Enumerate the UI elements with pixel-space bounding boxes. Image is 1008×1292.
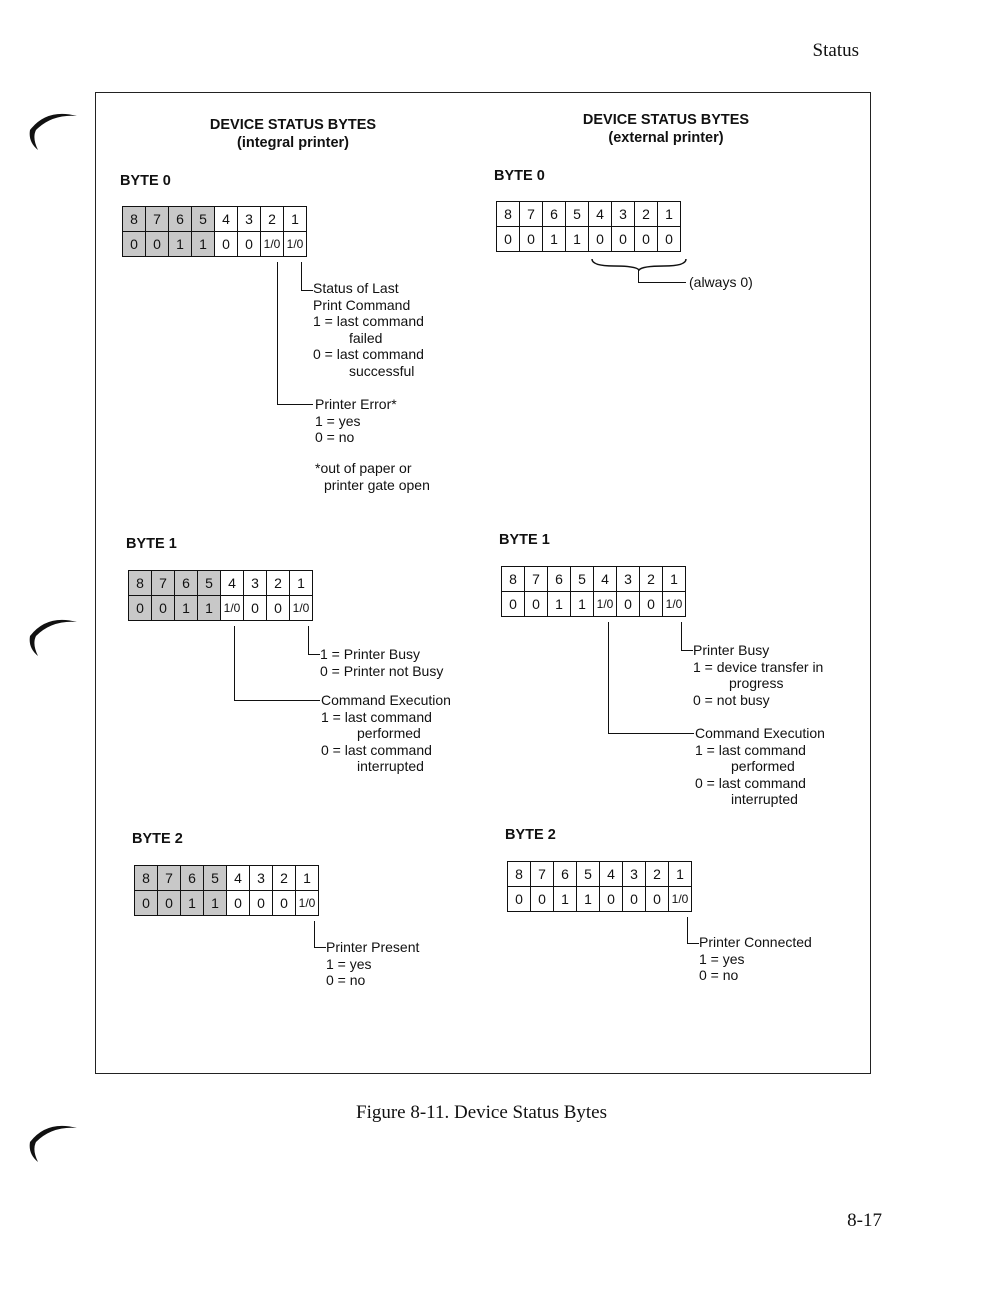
bit-number-cell: 2: [261, 207, 284, 232]
bit-value-row: [135, 891, 319, 916]
bit-number-cell: 8: [508, 862, 531, 887]
bit-number-cell: 3: [617, 567, 640, 592]
bit-value-row: [502, 592, 686, 617]
bit-number-cell: 5: [192, 207, 215, 232]
byte-label: BYTE 2: [505, 827, 556, 843]
bit-number-cell: 7: [146, 207, 169, 232]
bit-number-cell: 6: [175, 571, 198, 596]
punch-mark-icon: [22, 606, 82, 662]
figure-caption: Figure 8-11. Device Status Bytes: [356, 1102, 608, 1123]
bit-value-cell: 1: [175, 596, 198, 621]
byte-label: BYTE 2: [132, 831, 183, 847]
byte-label: BYTE 0: [494, 168, 545, 184]
byte-label: BYTE 1: [126, 536, 177, 552]
bit-value-cell: 0: [508, 887, 531, 912]
bit-number-cell: 2: [640, 567, 663, 592]
bit-number-cell: 6: [548, 567, 571, 592]
bit-number-cell: 6: [181, 866, 204, 891]
bit-value-cell: 1: [181, 891, 204, 916]
punch-mark-icon: [22, 1112, 82, 1168]
bit-value-cell: 0: [623, 887, 646, 912]
bit-number-cell: 2: [273, 866, 296, 891]
byte1-busy-desc: 1 = Printer Busy 0 = Printer not Busy: [320, 646, 444, 679]
bit-number-cell: 4: [227, 866, 250, 891]
bit-value-cell: 0: [589, 227, 612, 252]
bit-value-cell: 0: [502, 592, 525, 617]
bit-number-cell: 4: [600, 862, 623, 887]
bit-number-cell: 1: [290, 571, 313, 596]
byte-label: BYTE 1: [499, 532, 550, 548]
running-header: Status: [812, 40, 859, 61]
left-title: DEVICE STATUS BYTES (integral printer): [209, 117, 377, 151]
bit-value-cell: 0: [146, 232, 169, 257]
bit-number-cell: 5: [571, 567, 594, 592]
bit-number-cell: 7: [525, 567, 548, 592]
bit-number-cell: 8: [123, 207, 146, 232]
bit-number-cell: 2: [267, 571, 290, 596]
bit-number-cell: 1: [284, 207, 307, 232]
byte0-always-zero: (always 0): [689, 274, 753, 290]
bit-value-row: [508, 887, 692, 912]
bit-number-cell: 3: [250, 866, 273, 891]
bit-value-cell: 1/0: [669, 887, 692, 912]
bit-number-row: [497, 202, 681, 227]
bit-value-cell: 0: [238, 232, 261, 257]
bit-value-cell: 1/0: [284, 232, 307, 257]
bit-value-cell: 1/0: [594, 592, 617, 617]
bit-value-cell: 0: [227, 891, 250, 916]
bit-number-cell: 8: [135, 866, 158, 891]
bit-value-cell: 0: [640, 592, 663, 617]
bit-value-cell: 0: [152, 596, 175, 621]
footnote: *out of paper or printer gate open: [315, 460, 430, 493]
byte-label: BYTE 0: [120, 173, 171, 189]
bit-value-cell: 0: [158, 891, 181, 916]
bit-value-row: [497, 227, 681, 252]
bit-number-cell: 6: [554, 862, 577, 887]
bit-value-cell: 0: [267, 596, 290, 621]
bit-grid: [128, 570, 313, 621]
byte1-exec-desc: Command Execution 1 = last command performed 0 = last command interrupted: [321, 692, 451, 774]
byte1-busy-desc: Printer Busy 1 = device transfer in progress 0 = not busy: [693, 642, 824, 708]
right-title: DEVICE STATUS BYTES (external printer): [582, 112, 750, 146]
bit-number-cell: 7: [531, 862, 554, 887]
bit-value-cell: 1/0: [290, 596, 313, 621]
bit-number-cell: 6: [169, 207, 192, 232]
byte1-exec-desc: Command Execution 1 = last command performed 0 = last command interrupted: [695, 725, 825, 807]
bit-number-cell: 7: [152, 571, 175, 596]
brace-icon: [590, 257, 688, 271]
bit-value-cell: 1: [577, 887, 600, 912]
bit-value-cell: 0: [531, 887, 554, 912]
bit-value-cell: 1/0: [296, 891, 319, 916]
bit-grid: [501, 566, 686, 617]
punch-mark-icon: [22, 100, 82, 156]
bit-number-cell: 5: [198, 571, 221, 596]
byte2-connected-desc: Printer Connected 1 = yes 0 = no: [699, 934, 812, 983]
bit-value-cell: 0: [244, 596, 267, 621]
bit-number-cell: 1: [669, 862, 692, 887]
bit-value-cell: 0: [123, 232, 146, 257]
bit-number-cell: 3: [623, 862, 646, 887]
bit-number-cell: 4: [215, 207, 238, 232]
bit-value-cell: 0: [525, 592, 548, 617]
bit-value-cell: 0: [497, 227, 520, 252]
bit-value-cell: 1: [543, 227, 566, 252]
bit-grid: [134, 865, 319, 916]
bit-number-cell: 6: [543, 202, 566, 227]
bit-value-row: [123, 232, 307, 257]
bit-number-row: [508, 862, 692, 887]
bit-number-row: [502, 567, 686, 592]
bit-value-cell: 1: [548, 592, 571, 617]
bit-number-row: [129, 571, 313, 596]
bit-value-cell: 0: [646, 887, 669, 912]
bit-number-cell: 5: [577, 862, 600, 887]
bit-number-cell: 7: [520, 202, 543, 227]
bit-value-cell: 0: [135, 891, 158, 916]
byte0-status-desc: Status of Last Print Command 1 = last command failed 0 = last command successful: [313, 280, 424, 379]
bit-number-cell: 2: [646, 862, 669, 887]
bit-value-cell: 0: [658, 227, 681, 252]
bit-value-cell: 0: [600, 887, 623, 912]
bit-number-cell: 3: [238, 207, 261, 232]
bit-number-row: [123, 207, 307, 232]
bit-value-row: [129, 596, 313, 621]
bit-number-row: [135, 866, 319, 891]
bit-number-cell: 3: [244, 571, 267, 596]
bit-value-cell: 1/0: [221, 596, 244, 621]
byte2-present-desc: Printer Present 1 = yes 0 = no: [326, 939, 420, 988]
bit-value-cell: 0: [129, 596, 152, 621]
bit-value-cell: 1: [571, 592, 594, 617]
bit-number-cell: 2: [635, 202, 658, 227]
bit-value-cell: 1: [554, 887, 577, 912]
bit-number-cell: 4: [221, 571, 244, 596]
bit-value-cell: 0: [273, 891, 296, 916]
bit-number-cell: 1: [296, 866, 319, 891]
bit-number-cell: 7: [158, 866, 181, 891]
bit-number-cell: 1: [663, 567, 686, 592]
bit-value-cell: 1: [566, 227, 589, 252]
byte0-error-desc: Printer Error* 1 = yes 0 = no: [315, 396, 397, 445]
bit-value-cell: 1: [192, 232, 215, 257]
bit-number-cell: 5: [204, 866, 227, 891]
bit-number-cell: 8: [502, 567, 525, 592]
bit-value-cell: 0: [612, 227, 635, 252]
bit-value-cell: 0: [215, 232, 238, 257]
bit-value-cell: 1: [198, 596, 221, 621]
bit-value-cell: 1/0: [663, 592, 686, 617]
bit-grid: [496, 201, 681, 252]
bit-value-cell: 1: [169, 232, 192, 257]
bit-grid: [122, 206, 307, 257]
page-number: 8-17: [847, 1210, 882, 1231]
bit-value-cell: 0: [250, 891, 273, 916]
bit-number-cell: 1: [658, 202, 681, 227]
bit-value-cell: 1: [204, 891, 227, 916]
bit-value-cell: 0: [635, 227, 658, 252]
bit-value-cell: 0: [520, 227, 543, 252]
bit-value-cell: 1/0: [261, 232, 284, 257]
bit-grid: [507, 861, 692, 912]
bit-number-cell: 8: [129, 571, 152, 596]
bit-number-cell: 4: [589, 202, 612, 227]
bit-value-cell: 0: [617, 592, 640, 617]
bit-number-cell: 4: [594, 567, 617, 592]
bit-number-cell: 5: [566, 202, 589, 227]
bit-number-cell: 3: [612, 202, 635, 227]
bit-number-cell: 8: [497, 202, 520, 227]
